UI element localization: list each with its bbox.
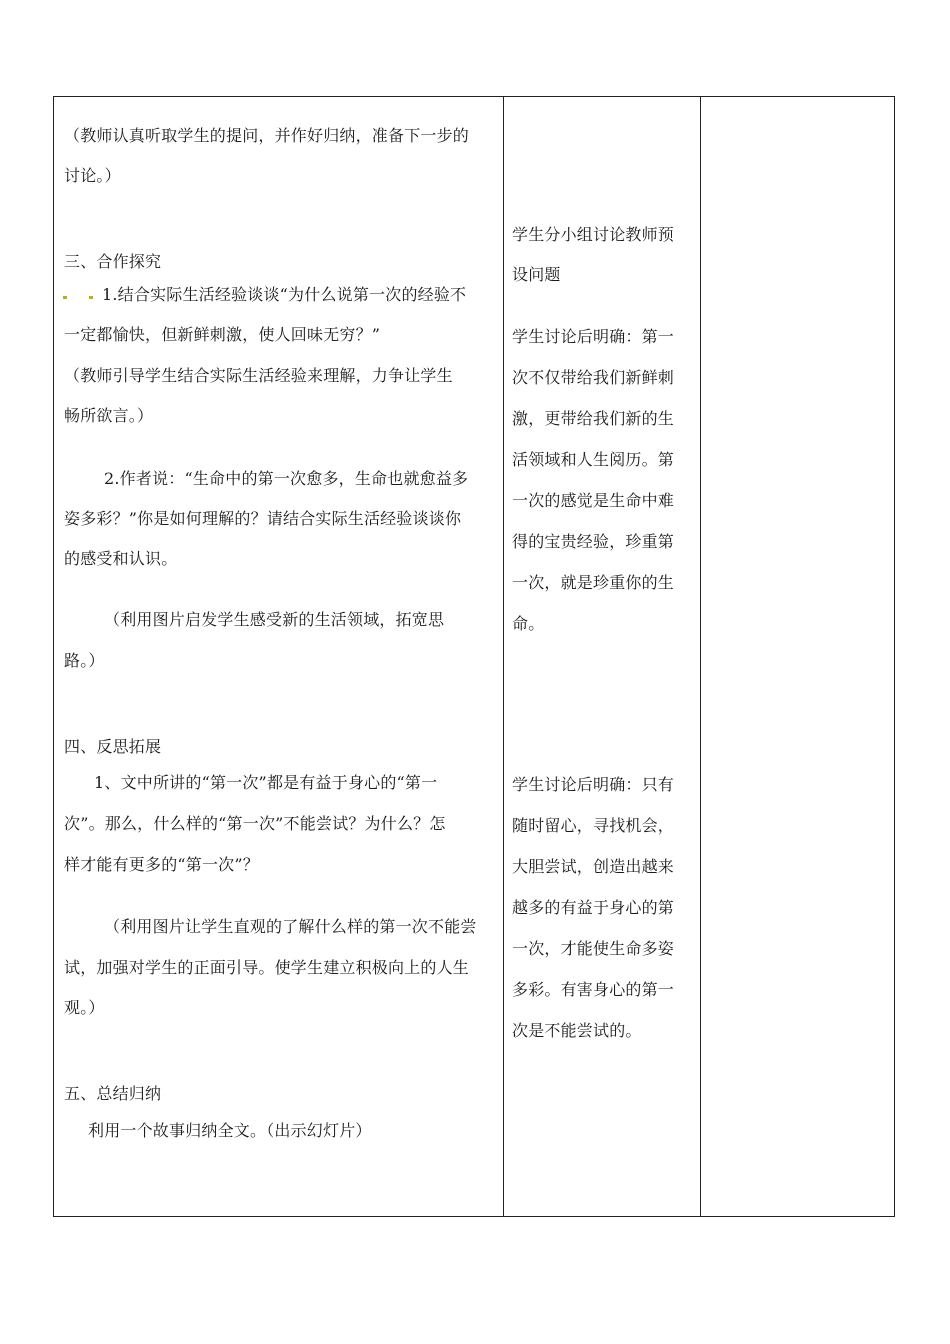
section-heading: 四、反思拓展 — [64, 737, 162, 756]
text-line: 路。） — [64, 651, 105, 670]
text-line: 次”。那么，什么样的“第一次”不能尝试？为什么？怎 — [64, 814, 446, 833]
mark-dot — [89, 296, 93, 299]
student-text-line: 越多的有益于身心的第 — [512, 898, 675, 917]
student-text-line: 次是不能尝试的。 — [512, 1021, 642, 1040]
student-text-line: 次不仅带给我们新鲜刺 — [512, 368, 675, 387]
student-text-line: 学生讨论后明确：只有 — [512, 775, 675, 794]
student-text-line: 随时留心，寻找机会， — [512, 816, 675, 835]
text-line: （教师认真听取学生的提问，并作好归纳，准备下一步的 — [64, 126, 470, 145]
student-text-line: 学生分小组讨论教师预 — [512, 225, 675, 244]
text-line: 试，加强对学生的正面引导。使学生建立积极向上的人生 — [64, 958, 470, 977]
student-text-line: 设问题 — [512, 265, 561, 284]
student-text-line: 多彩。有害身心的第一 — [512, 980, 675, 999]
text-line: 样才能有更多的“第一次”？ — [64, 855, 259, 874]
student-text-line: 命。 — [512, 614, 545, 633]
text-line: （教师引导学生结合实际生活经验来理解，力争让学生 — [64, 366, 453, 385]
student-text-line: 激，更带给我们新的生 — [512, 409, 675, 428]
student-text-line: 得的宝贵经验，珍重第 — [512, 532, 675, 551]
text-line: 的感受和认识。 — [64, 549, 178, 568]
student-text-line: 大胆尝试，创造出越来 — [512, 857, 675, 876]
text-line: 畅所欲言。） — [64, 406, 154, 425]
text-line: （利用图片让学生直观的了解什么样的第一次不能尝 — [104, 917, 477, 936]
section-heading: 三、合作探究 — [64, 252, 162, 271]
student-text-line: 一次的感觉是生命中难 — [512, 491, 675, 510]
text-line: 利用一个故事归纳全文。（出示幻灯片） — [88, 1121, 372, 1140]
mark-dot — [63, 296, 67, 299]
lesson-table — [53, 96, 895, 1217]
column-divider-2 — [700, 97, 701, 1216]
column-divider-1 — [503, 97, 504, 1216]
student-text-line: 一次，就是珍重你的生 — [512, 573, 675, 592]
question-item: 1、文中所讲的“第一次”都是有益于身心的“第一 — [94, 773, 438, 792]
question-item: 1.结合实际生活经验谈谈“为什么说第一次的经验不 — [102, 285, 467, 304]
section-heading: 五、总结归纳 — [64, 1084, 162, 1103]
text-line: 讨论。） — [64, 166, 121, 185]
question-item: 2.作者说：“生命中的第一次愈多，生命也就愈益多 — [104, 469, 469, 488]
student-text-line: 活领域和人生阅历。第 — [512, 450, 675, 469]
text-line: 一定都愉快，但新鲜刺激，使人回味无穷？” — [64, 325, 381, 344]
text-line: 姿多彩？”你是如何理解的？请结合实际生活经验谈谈你 — [64, 509, 462, 528]
student-text-line: 学生讨论后明确：第一 — [512, 327, 675, 346]
text-line: 观。） — [64, 998, 105, 1017]
text-line: （利用图片启发学生感受新的生活领域，拓宽思 — [104, 610, 445, 629]
student-text-line: 一次，才能使生命多姿 — [512, 939, 675, 958]
